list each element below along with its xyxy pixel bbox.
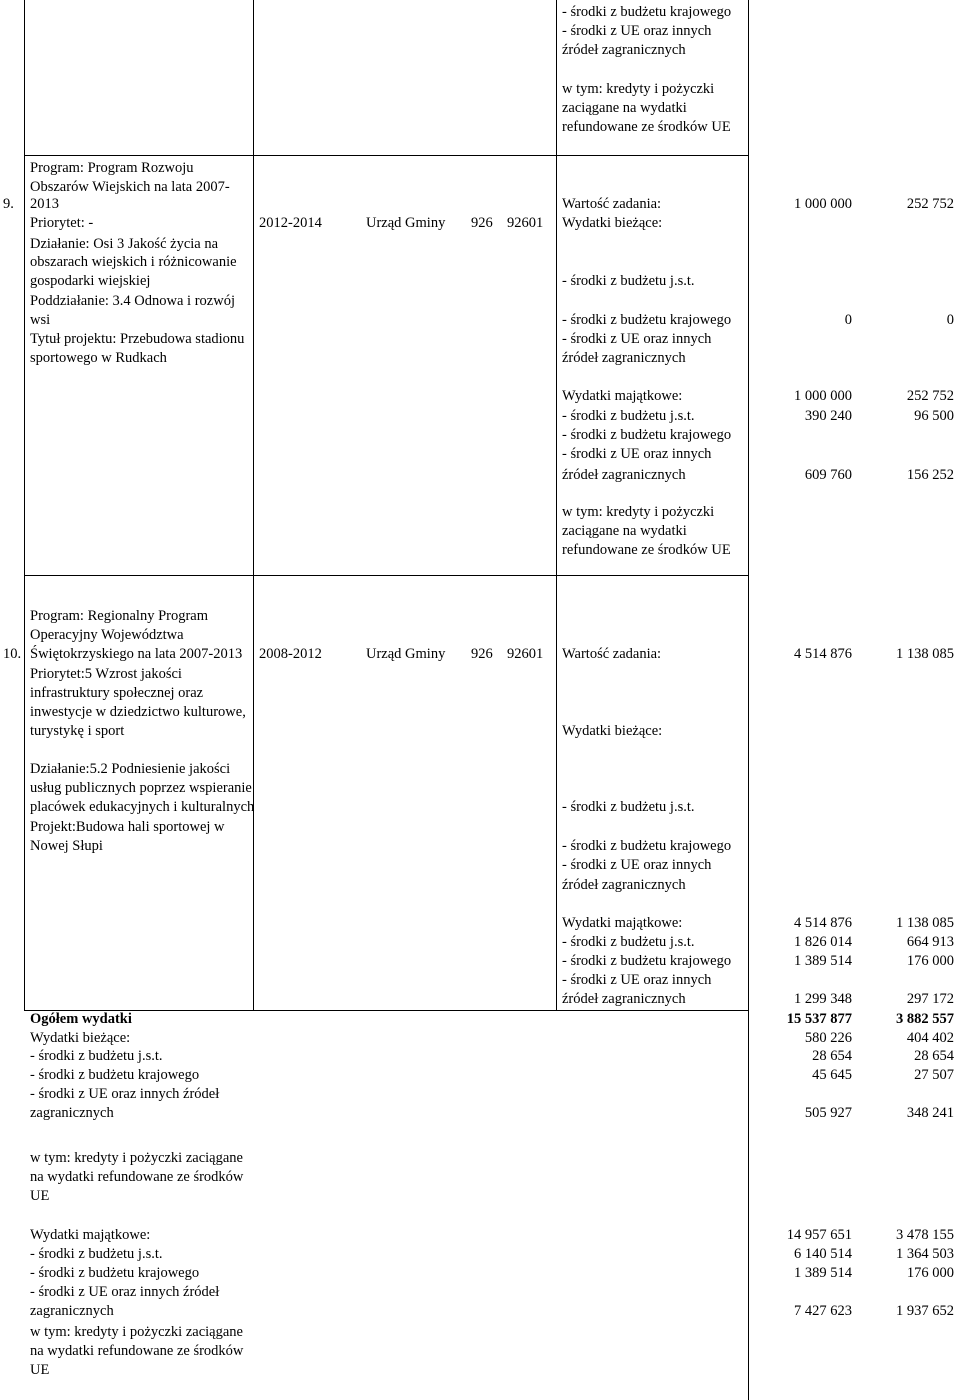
desc-line: Działanie: Osi 3 Jakość życia na [30, 236, 219, 252]
value-col2: 252 752 [906, 388, 954, 404]
source-line: Wartość zadania: [562, 646, 662, 662]
summary-line: - środki z budżetu krajowego [30, 1067, 200, 1083]
summary-line: zagranicznych [30, 1105, 114, 1121]
value-col2: 664 913 [906, 934, 954, 950]
source-line: źródeł zagranicznych [562, 350, 686, 366]
row-divider-1 [24, 155, 748, 156]
source-line: - środki z budżetu krajowego [562, 427, 732, 443]
source-line: - środki z budżetu j.s.t. [562, 799, 695, 815]
desc-line: placówek edukacyjnych i kulturalnych [30, 799, 255, 815]
source-line: Wydatki bieżące: [562, 723, 663, 739]
value-col1: 0 [844, 312, 852, 328]
row-divider-2 [24, 575, 748, 576]
source-line: Wydatki majątkowe: [562, 915, 683, 931]
source-line: źródeł zagranicznych [562, 991, 686, 1007]
value-col2: 1 138 085 [896, 646, 954, 662]
desc-line: Tytuł projektu: Przebudowa stadionu [30, 331, 245, 347]
source-line: - środki z UE oraz innych [562, 446, 712, 462]
summary-line: - środki z UE oraz innych źródeł [30, 1284, 220, 1300]
desc-line: turystykę i sport [30, 723, 125, 739]
value-col1: 1 000 000 [794, 196, 852, 212]
summary-line: w tym: kredyty i pożyczki zaciągane [30, 1150, 243, 1166]
source-line: - środki z UE oraz innych [562, 331, 712, 347]
value-col1: 1 299 348 [794, 991, 852, 1007]
unit: Urząd Gminy [366, 215, 446, 231]
desc-line: Obszarów Wiejskich na lata 2007- [30, 179, 230, 195]
source-line: - środki z budżetu krajowego [562, 838, 732, 854]
value-col1: 390 240 [804, 408, 852, 424]
source-line: - środki z budżetu j.s.t. [562, 934, 695, 950]
summary-line: zagranicznych [30, 1303, 114, 1319]
desc-line: Działanie:5.2 Podniesienie jakości [30, 761, 231, 777]
desc-line: wsi [30, 312, 51, 328]
source-line: - środki z budżetu j.s.t. [562, 273, 695, 289]
desc-line: Program: Program Rozwoju [30, 160, 194, 176]
row-divider-3 [24, 1010, 748, 1011]
value-col1: 580 226 [804, 1030, 852, 1046]
value-col2: 96 500 [914, 408, 954, 424]
summary-line: Wydatki bieżące: [30, 1030, 131, 1046]
value-col1: 4 514 876 [794, 646, 852, 662]
source-line: Wydatki bieżące: [562, 215, 663, 231]
desc-line: Program: Regionalny Program [30, 608, 209, 624]
value-col1: 4 514 876 [794, 915, 852, 931]
source-line: Wartość zadania: [562, 196, 662, 212]
summary-line: UE [30, 1188, 50, 1204]
source-line: źródeł zagranicznych [562, 877, 686, 893]
desc-line: Świętokrzyskiego na lata 2007-2013 [30, 646, 243, 662]
value-col1: 609 760 [804, 467, 852, 483]
source-line: Wydatki majątkowe: [562, 388, 683, 404]
desc-line: Priorytet: - [30, 215, 94, 231]
desc-line: sportowego w Rudkach [30, 350, 167, 366]
value-col2: 1 138 085 [896, 915, 954, 931]
desc-line: Poddziałanie: 3.4 Odnowa i rozwój [30, 293, 235, 309]
value-col2: 1 937 652 [896, 1303, 954, 1319]
value-col1: 45 645 [812, 1067, 852, 1083]
value-col2: 176 000 [906, 1265, 954, 1281]
table-border-left [24, 0, 25, 1010]
value-col1: 1 826 014 [794, 934, 852, 950]
summary-line: na wydatki refundowane ze środków [30, 1343, 244, 1359]
total-col1: 15 537 877 [786, 1011, 852, 1027]
desc-line: infrastruktury społecznej oraz [30, 685, 204, 701]
value-col2: 297 172 [906, 991, 954, 1007]
top-line: - środki z UE oraz innych [562, 23, 712, 39]
value-col2: 3 478 155 [896, 1227, 954, 1243]
source-line: - środki z UE oraz innych [562, 972, 712, 988]
value-col2: 28 654 [914, 1048, 954, 1064]
value-col2: 1 364 503 [896, 1246, 954, 1262]
value-col1: 14 957 651 [786, 1227, 852, 1243]
source-line: - środki z budżetu krajowego [562, 312, 732, 328]
desc-line: Nowej Słupi [30, 838, 103, 854]
value-col1: 1 389 514 [794, 1265, 852, 1281]
top-line: w tym: kredyty i pożyczki [562, 81, 715, 97]
value-col2: 27 507 [914, 1067, 954, 1083]
table-border-desc [253, 0, 254, 1010]
period: 2012-2014 [259, 215, 322, 231]
value-col1: 28 654 [812, 1048, 852, 1064]
summary-line: na wydatki refundowane ze środków [30, 1169, 244, 1185]
period: 2008-2012 [259, 646, 322, 662]
desc-line: usług publicznych poprzez wspieranie [30, 780, 252, 796]
summary-title: Ogółem wydatki [30, 1011, 132, 1027]
dzial: 926 [471, 215, 493, 231]
unit: Urząd Gminy [366, 646, 446, 662]
rozdzial: 92601 [507, 646, 544, 662]
source-line: - środki z budżetu j.s.t. [562, 408, 695, 424]
source-line: źródeł zagranicznych [562, 467, 686, 483]
value-col2: 176 000 [906, 953, 954, 969]
summary-line: - środki z budżetu j.s.t. [30, 1048, 163, 1064]
value-col1: 7 427 623 [794, 1303, 852, 1319]
summary-line: - środki z budżetu j.s.t. [30, 1246, 163, 1262]
summary-line: Wydatki majątkowe: [30, 1227, 151, 1243]
source-line: - środki z budżetu krajowego [562, 953, 732, 969]
table-border-values [748, 0, 749, 1400]
top-line: - środki z budżetu krajowego [562, 4, 732, 20]
desc-line: 2013 [30, 196, 59, 212]
top-line: źródeł zagranicznych [562, 42, 686, 58]
source-line: refundowane ze środków UE [562, 542, 731, 558]
desc-line: gospodarki wiejskiej [30, 273, 151, 289]
summary-line: UE [30, 1362, 50, 1378]
source-line: - środki z UE oraz innych [562, 857, 712, 873]
value-col1: 6 140 514 [794, 1246, 852, 1262]
row-number: 10. [3, 646, 22, 662]
rozdzial: 92601 [507, 215, 544, 231]
row-number: 9. [3, 196, 14, 212]
source-line: w tym: kredyty i pożyczki [562, 504, 715, 520]
summary-line: w tym: kredyty i pożyczki zaciągane [30, 1324, 243, 1340]
value-col2: 404 402 [906, 1030, 954, 1046]
top-line: zaciągane na wydatki [562, 100, 687, 116]
desc-line: Projekt:Budowa hali sportowej w [30, 819, 225, 835]
total-col2: 3 882 557 [896, 1011, 954, 1027]
top-line: refundowane ze środków UE [562, 119, 731, 135]
source-line: zaciągane na wydatki [562, 523, 687, 539]
summary-line: - środki z budżetu krajowego [30, 1265, 200, 1281]
summary-line: - środki z UE oraz innych źródeł [30, 1086, 220, 1102]
value-col2: 0 [946, 312, 954, 328]
desc-line: Priorytet:5 Wzrost jakości [30, 666, 182, 682]
value-col1: 505 927 [804, 1105, 852, 1121]
value-col2: 156 252 [906, 467, 954, 483]
table-border-cols [556, 0, 557, 1010]
desc-line: Operacyjny Województwa [30, 627, 184, 643]
value-col2: 348 241 [906, 1105, 954, 1121]
value-col2: 252 752 [906, 196, 954, 212]
value-col1: 1 389 514 [794, 953, 852, 969]
dzial: 926 [471, 646, 493, 662]
value-col1: 1 000 000 [794, 388, 852, 404]
desc-line: obszarach wiejskich i różnicowanie [30, 254, 237, 270]
desc-line: inwestycje w dziedzictwo kulturowe, [30, 704, 246, 720]
